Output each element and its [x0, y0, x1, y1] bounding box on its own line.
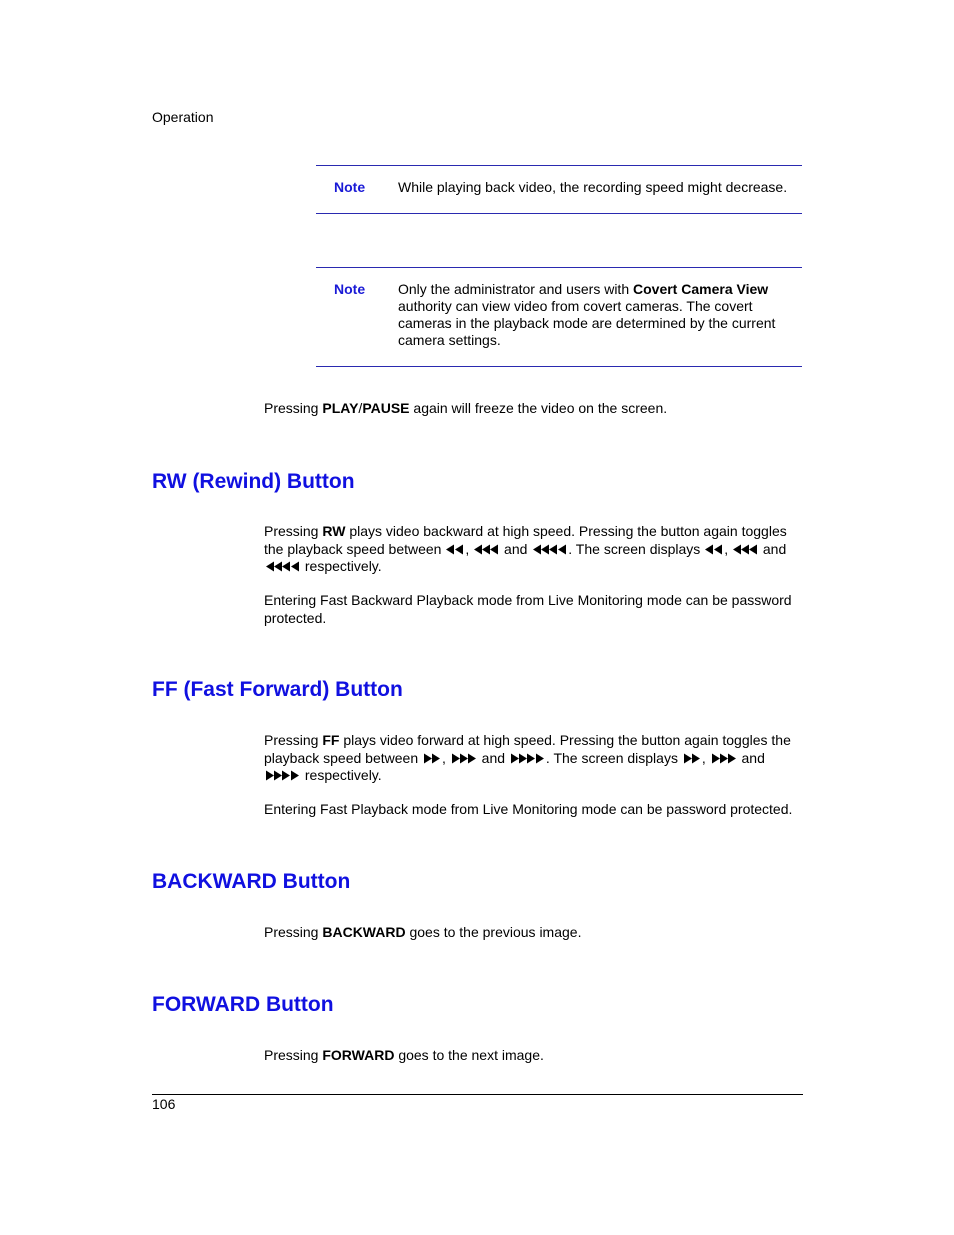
rewind-3x-icon [473, 544, 500, 555]
rw-password-paragraph: Entering Fast Backward Playback mode from Live Monitoring mode can be password protected. [264, 592, 792, 626]
play-pause-paragraph: Pressing PLAY/PAUSE again will freeze the video on the screen. [264, 400, 668, 416]
rw-heading: RW (Rewind) Button [152, 470, 355, 493]
footer-rule [152, 1094, 803, 1095]
rewind-4x-icon [264, 561, 301, 572]
backward-heading: BACKWARD Button [152, 870, 351, 893]
note-label: Note [334, 179, 366, 195]
rewind-2x-icon [704, 544, 724, 555]
fast-forward-3x-icon [450, 753, 478, 764]
fast-forward-2x-icon [422, 753, 442, 764]
forward-heading: FORWARD Button [152, 993, 334, 1016]
fast-forward-3x-icon [710, 753, 738, 764]
ff-password-paragraph: Entering Fast Playback mode from Live Monitoring mode can be password protected. [264, 801, 793, 817]
fast-forward-4x-icon [509, 753, 546, 764]
rewind-4x-icon [531, 544, 568, 555]
fast-forward-2x-icon [682, 753, 702, 764]
forward-paragraph: Pressing FORWARD goes to the next image. [264, 1047, 544, 1063]
backward-paragraph: Pressing BACKWARD goes to the previous image. [264, 924, 582, 940]
note-text: Only the administrator and users with Covert Camera View authority can view video from covert cameras. The covert cameras in the playback mode are determined by the current camera settings. [398, 281, 776, 348]
note-bottom-rule [316, 213, 802, 214]
note-top-rule [316, 267, 802, 268]
ff-heading: FF (Fast Forward) Button [152, 678, 403, 701]
ff-paragraph: Pressing FF plays video forward at high speed. Pressing the button again toggles the playback speed between , and . The screen displays , and respectively. [264, 732, 791, 783]
note-bottom-rule [316, 366, 802, 367]
fast-forward-4x-icon [264, 770, 301, 781]
rewind-3x-icon [732, 544, 759, 555]
note-top-rule [316, 165, 802, 166]
note-label: Note [334, 281, 366, 297]
note-text: While playing back video, the recording speed might decrease. [398, 179, 788, 195]
rw-paragraph: Pressing RW plays video backward at high speed. Pressing the button again toggles the playback speed between , and . The screen displays , and respectively. [264, 523, 787, 574]
running-header: Operation [152, 109, 214, 125]
page-number: 106 [152, 1096, 176, 1112]
rewind-2x-icon [445, 544, 465, 555]
